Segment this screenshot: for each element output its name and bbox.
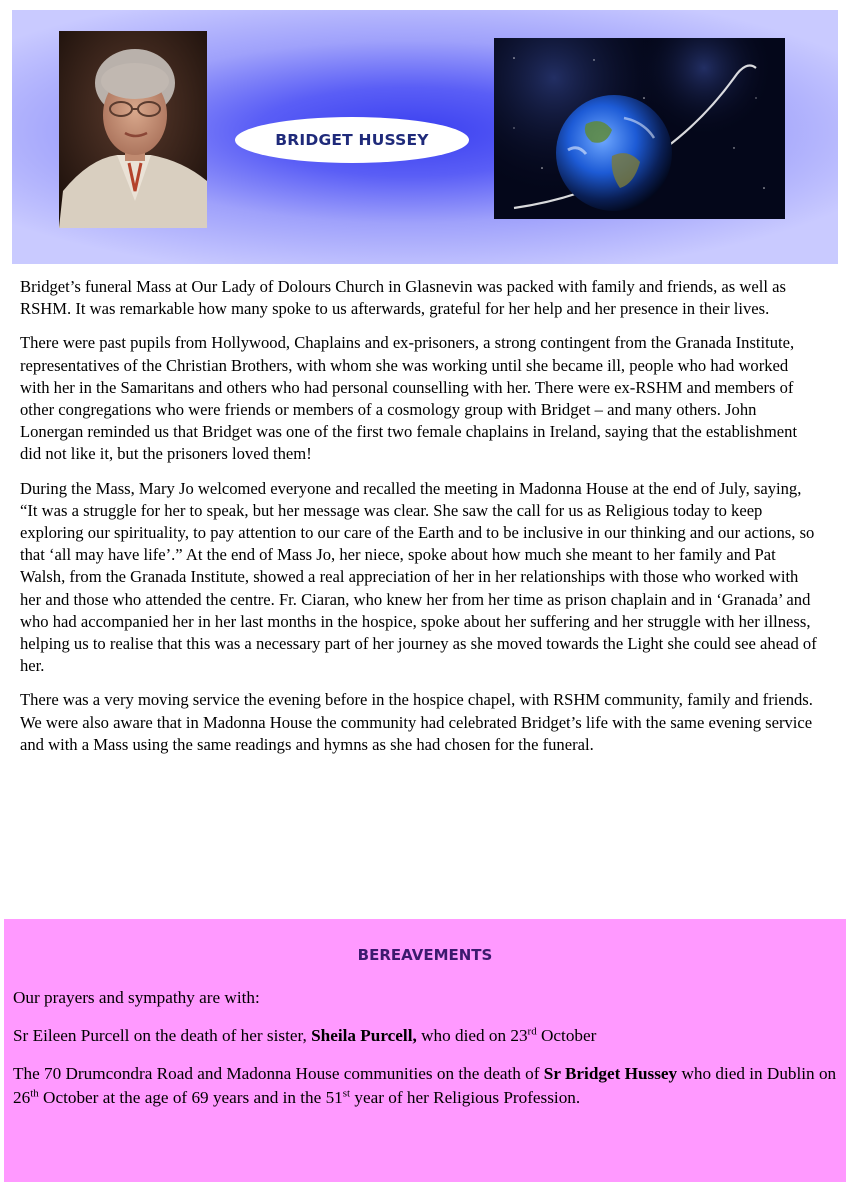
entry-text: October at the age of 69 years and in the 51 [38,1088,343,1107]
article-paragraph: There was a very moving service the evening before in the hospice chapel, with RSHM community, family and friends. We were also aware that in Madonna House the community had celebrated Bridget’s life with the same evening service and with a Mass using the same readings and hymns as she had chosen for the funeral. [20,690,813,754]
entry-text: who died in Dublin on 26 [13,1064,837,1107]
entry-text: The 70 Drumcondra Road and Madonna House communities on the death of [13,1064,544,1083]
bereavements-section [4,919,846,1182]
entry-text: year of her Religious Profession. [350,1088,581,1107]
ordinal-suffix: st [342,1087,351,1100]
entry-text: who died on 23 [416,1026,528,1045]
entry-text: October [536,1026,597,1045]
bereavements-intro: Our prayers and sympathy are with: [13,988,260,1007]
bereavement-entry [13,1024,838,1048]
bereavements-heading: BEREAVEMENTS [357,946,493,964]
entry-text: Sr Eileen Purcell on the death of her sister, [13,1026,312,1045]
portrait-photo [59,31,207,228]
article-paragraph: During the Mass, Mary Jo welcomed everyone and recalled the meeting in Madonna House at the end of July, saying, “It was a struggle for her to speak, but her message was clear. She saw the call for us as Religious today to keep exploring our spirituality, to pay attention to our care of the Earth and to be inclusive in our thinking and our actions, so that ‘all may have life’.” At the end of Mass Jo, her niece, spoke about how much she meant to her family and Pat Walsh, from the Granada Institute, showed a real appreciation of her in her relationships with those who worked with her and those who attended the centre. Fr. Ciaran, who knew her from her time as prison chaplain and in ‘Granada’ and who had accompanied her in her last months in the hospice, spoke about her suffering and her struggle with her illness, helping us to realise that this was a necessary part of her journey as she moved towards the Light she could see ahead of her. [20,478,817,676]
article-paragraph: There were past pupils from Hollywood, Chaplains and ex-prisoners, a strong contingent from the Granada Institute, representatives of the Christian Brothers, with whom she was working until she became ill, people who had worked with her in the Samaritans and others who had personal counselling with her. There were ex-RSHM and members of other congregations who were friends or members of a cosmology group with Bridget – and many others. John Lonergan reminded us that Bridget was one of the first two female chaplains in Ireland, saying that the establishment did not like it, but the prisoners loved them! [20,333,798,464]
article-paragraph: Bridget’s funeral Mass at Our Lady of Dolours Church in Glasnevin was packed with family and friends, as well as RSHM. It was remarkable how many spoke to us afterwards, grateful for her help and her presence in their lives. [20,277,786,319]
earth-image [494,38,785,219]
name-heading: BRIDGET HUSSEY [235,117,469,163]
ordinal-suffix: rd [527,1025,537,1038]
deceased-name: Sr Bridget Hussey [543,1064,678,1083]
ordinal-suffix: th [30,1087,39,1100]
bereavement-entry [13,1062,838,1110]
deceased-name: Sheila Purcell, [311,1026,417,1045]
article-body [20,276,820,768]
